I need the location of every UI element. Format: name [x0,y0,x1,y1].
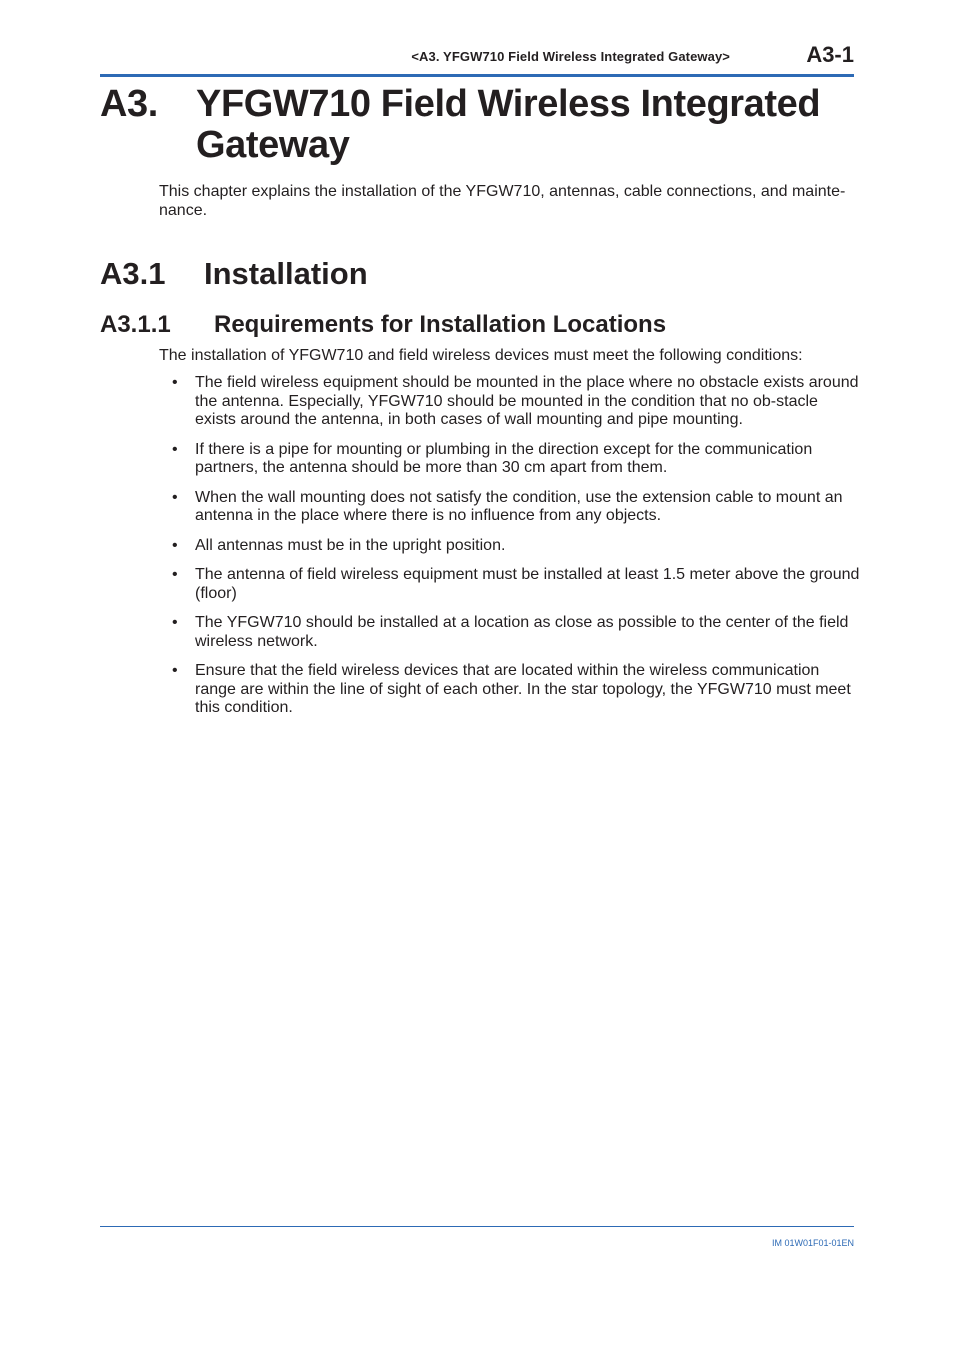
list-item [170,614,860,651]
chapter-title-text: YFGW710 Field Wireless Integrated Gateway [196,83,821,166]
list-item-text: The YFGW710 should be installed at a location as close as possible to the center of the field wireless network. [195,614,849,650]
list-item-text: When the wall mounting does not satisfy the condition, use the extension cable to mount an antenna in the place where there is no influence from any objects. [195,488,843,524]
chapter-number: A3. [100,83,158,125]
chapter-intro: This chapter explains the installation of the YFGW710, antennas, cable connections, and mainte-nance. [159,183,846,219]
bullet-icon: • [172,488,178,506]
list-item-text: The field wireless equipment should be mounted in the place where no obstacle exists around the antenna. Especially, YFGW710 should be mounted in the condition that no ob-stacle exists around the antenna, in both cases of wall mounting and pipe mounting. [195,374,859,428]
list-item [170,537,860,556]
document-id: IM 01W01F01-01EN [771,1238,854,1248]
header-rule [100,74,854,77]
bullet-icon: • [172,566,178,583]
list-item [170,489,860,526]
list-item [170,374,860,430]
list-item [170,441,860,478]
list-item-text: Ensure that the field wireless devices that are located within the wireless communication range are within the line of sight of each other. In the star topology, the YFGW710 must meet this condition. [195,662,851,716]
list-item-text: The antenna of field wireless equipment must be installed at least 1.5 meter above the ground (floor) [195,566,860,602]
requirements-list [170,374,860,729]
list-item [170,662,860,718]
bullet-icon: • [172,662,178,679]
subsection-number: A3.1.1 [100,311,171,338]
bullet-icon: • [172,440,178,458]
list-item-text: If there is a pipe for mounting or plumbing in the direction except for the communication partners, the antenna should be more than 30 cm apart from them. [195,440,813,476]
subsection-title-text: Requirements for Installation Locations [214,311,667,338]
list-item-text: All antennas must be in the upright position. [195,536,506,554]
page-number: A3-1 [806,42,854,67]
section-number: A3.1 [100,256,166,291]
subsection-lead: The installation of YFGW710 and field wireless devices must meet the following conditions: [159,347,803,364]
bullet-icon: • [172,536,178,554]
bullet-icon: • [172,614,178,631]
running-title: <A3. YFGW710 Field Wireless Integrated Gateway> [411,49,730,64]
footer-rule [100,1226,854,1227]
running-header [100,40,854,72]
bullet-icon: • [172,374,178,391]
section-title-text: Installation [204,256,368,291]
list-item [170,566,860,603]
